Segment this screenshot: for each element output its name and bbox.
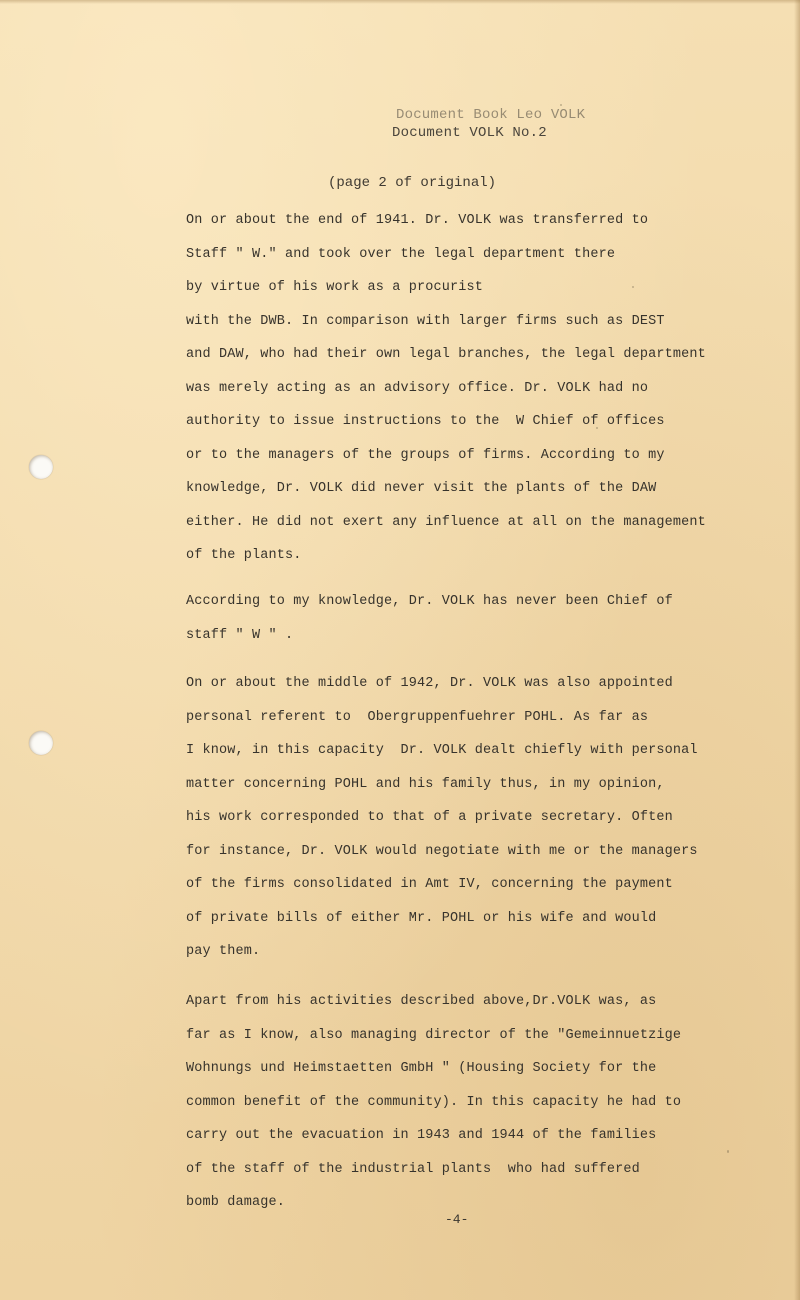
paragraph-transfer [186, 204, 746, 573]
text-line: bomb damage. [186, 1195, 286, 1210]
text-line: Apart from his activities described above,Dr.VOLK was, as [186, 994, 657, 1009]
text-line: personal referent to Obergruppenfuehrer POHL. As far as [186, 709, 649, 725]
text-line: Wohnungs und Heimstaetten GmbH " (Housing Society for the [186, 1061, 657, 1076]
text-line: staff " W " . [186, 627, 294, 643]
text-line: matter concerning POHL and his family thus, in my opinion, [186, 776, 665, 792]
header-book-line: Document Book Leo VOLK [396, 107, 586, 123]
punch-hole-upper [29, 455, 53, 479]
text-line: of private bills of either Mr. POHL or his wife and would [186, 910, 657, 926]
punch-hole-lower [29, 731, 53, 755]
paragraph-personal-referent [186, 667, 746, 969]
page-top-shadow [0, 0, 800, 4]
paragraph-housing-society [186, 985, 746, 1220]
text-line: far as I know, also managing director of the "Gemeinnuetzige [186, 1027, 682, 1043]
text-line: for instance, Dr. VOLK would negotiate with me or the managers [186, 843, 698, 859]
text-line: I know, in this capacity Dr. VOLK dealt chiefly with personal [186, 743, 698, 758]
text-line: and DAW, who had their own legal branches, the legal department [186, 347, 706, 362]
text-line: by virtue of his work as a procurist [186, 280, 484, 295]
text-line: with the DWB. In comparison with larger firms such as DEST [186, 313, 665, 329]
text-line: According to my knowledge, Dr. VOLK has never been Chief of [186, 594, 673, 609]
text-line: his work corresponded to that of a private secretary. Often [186, 810, 673, 825]
page-edge-shadow [794, 0, 800, 1300]
paragraph-chief-of-staff [186, 585, 746, 652]
text-line: Staff " W." and took over the legal department there [186, 246, 616, 262]
header-document-line: Document VOLK No.2 [392, 125, 547, 141]
text-line: knowledge, Dr. VOLK did never visit the plants of the DAW [186, 481, 657, 496]
text-line: On or about the middle of 1942, Dr. VOLK was also appointed [186, 676, 673, 691]
page-number: -4- [445, 1212, 469, 1227]
text-line: of the firms consolidated in Amt IV, concerning the payment [186, 877, 673, 892]
text-line: common benefit of the community). In this capacity he had to [186, 1094, 682, 1110]
text-line: On or about the end of 1941. Dr. VOLK was transferred to [186, 213, 649, 228]
text-line: was merely acting as an advisory office. Dr. VOLK had no [186, 380, 649, 396]
text-line: or to the managers of the groups of firms. According to my [186, 447, 665, 463]
text-line: of the staff of the industrial plants who had suffered [186, 1161, 640, 1177]
text-line: carry out the evacuation in 1943 and 1944 of the families [186, 1128, 657, 1143]
document-header [392, 106, 586, 142]
text-line: either. He did not exert any influence at all on the management [186, 514, 706, 530]
text-line: pay them. [186, 944, 261, 959]
text-line: of the plants. [186, 548, 302, 563]
page-reference: (page 2 of original) [328, 175, 497, 191]
text-line: authority to issue instructions to the W Chief of offices [186, 414, 665, 429]
